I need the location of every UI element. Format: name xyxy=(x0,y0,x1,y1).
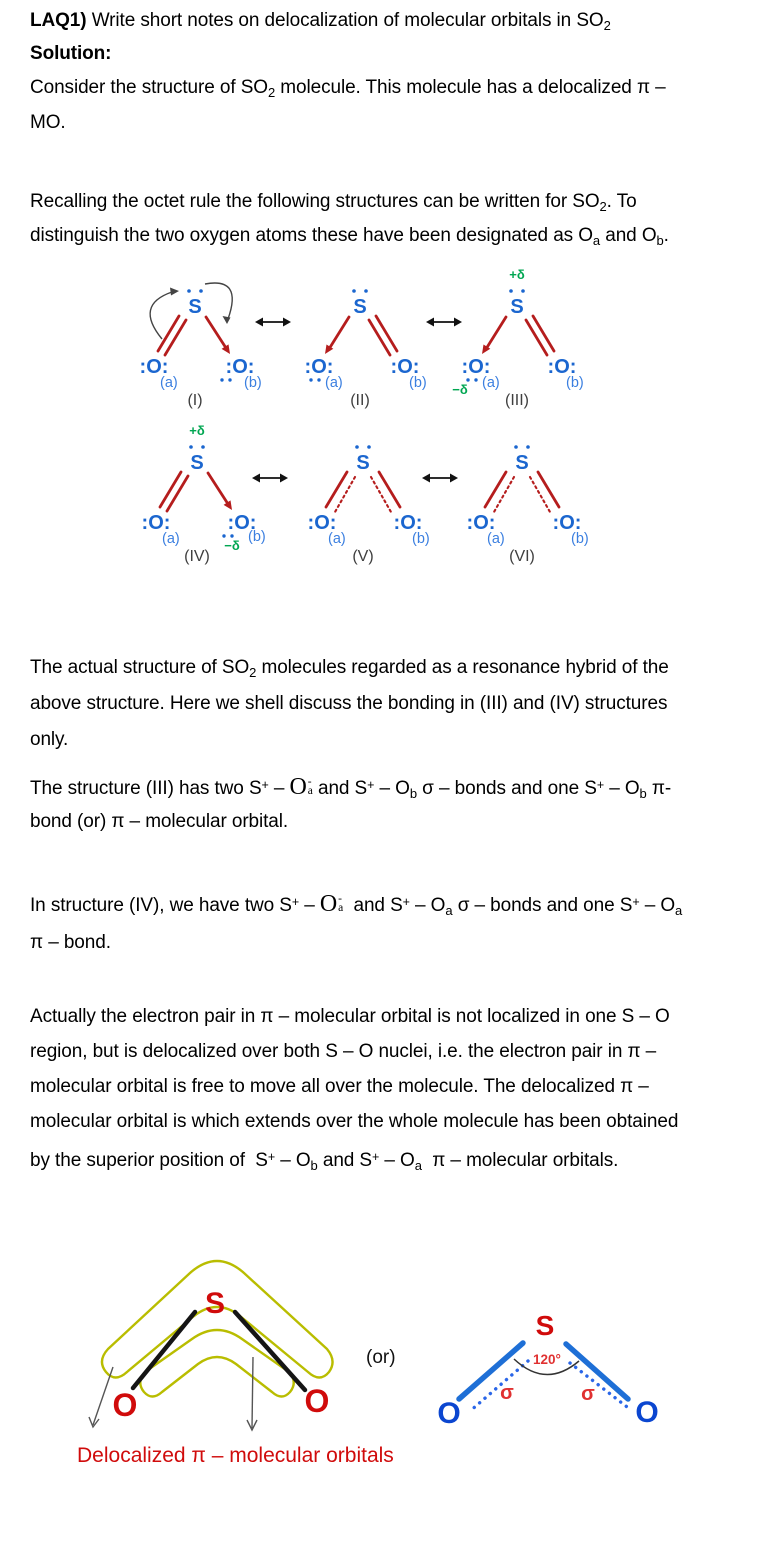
label-b: (b) xyxy=(412,531,430,547)
numeral-VI: (VI) xyxy=(509,548,535,565)
sulfur-lone-pair xyxy=(509,289,525,293)
partial-double-bond xyxy=(530,472,559,512)
sulfur-atom: S xyxy=(535,1310,555,1341)
text-run: molecular orbital is free to move all over the molecule. The delocalized π – xyxy=(30,1076,649,1097)
text-run: and S xyxy=(312,778,368,799)
sulfur-atom: S xyxy=(204,1287,226,1320)
delocalized-pi-orbital-diagram xyxy=(40,1240,420,1475)
sigma-bond xyxy=(235,1312,305,1390)
sulfur-lone-pair xyxy=(355,445,371,449)
question-heading xyxy=(30,6,611,41)
text-run: + xyxy=(596,778,605,792)
text-run: a xyxy=(414,1158,422,1173)
text-run: π – molecular orbitals. xyxy=(421,1150,619,1171)
text-run: – O xyxy=(275,1150,311,1171)
text-run: σ – bonds and one S xyxy=(417,778,597,799)
delocalization-line-3 xyxy=(30,1072,649,1102)
delocalization-line-2 xyxy=(30,1037,656,1067)
partial-double-bond xyxy=(485,472,514,512)
text-run: b xyxy=(639,786,647,801)
or-label: (or) xyxy=(366,1347,396,1368)
structure4-line-1 xyxy=(30,887,682,926)
text-run: distinguish the two oxygen atoms these have been designated as O xyxy=(30,225,593,246)
text-run: b xyxy=(409,786,417,801)
double-bond xyxy=(526,316,554,355)
text-run: region, but is delocalized over both S – O nuclei, i.e. the electron pair in π – xyxy=(30,1041,657,1062)
text-run: + xyxy=(291,895,300,909)
text-run: – O xyxy=(374,778,410,799)
text-run: 2 xyxy=(599,199,607,214)
text-run: In structure (IV), we have two S xyxy=(30,895,292,916)
lewis-structure-VI xyxy=(437,421,607,566)
text-run: – O xyxy=(604,778,640,799)
text-run: . xyxy=(663,225,669,246)
oxygen-b-atom: :O: xyxy=(552,512,582,534)
oxygen-a-atom: :O: xyxy=(304,356,334,378)
sulfur-atom: S xyxy=(353,296,367,318)
label-a: (a) xyxy=(162,531,180,547)
text-run: MO. xyxy=(30,112,66,133)
label-a: (a) xyxy=(482,375,500,391)
arrow-bond xyxy=(208,473,232,510)
structure4-line-2 xyxy=(30,928,111,958)
intro-line-1 xyxy=(30,73,666,108)
sulfur-lone-pair xyxy=(189,445,205,449)
dotted-bond xyxy=(469,1361,528,1412)
delocalized-caption: Delocalized π – molecular orbitals xyxy=(77,1444,394,1467)
text-run: LAQ1) xyxy=(30,10,87,31)
solution-label xyxy=(30,39,111,69)
text-run: – O xyxy=(379,1150,415,1171)
arrow-bond xyxy=(482,317,506,354)
lewis-structure-III xyxy=(432,265,602,410)
label-b: (b) xyxy=(409,375,427,391)
oxygen-b-atom: :O: xyxy=(225,356,255,378)
plus-delta-charge: +δ xyxy=(509,267,525,282)
sigma-label: σ xyxy=(581,1383,595,1405)
text-run: by the superior position of S xyxy=(30,1150,268,1171)
oxygen-a-atom: :O: xyxy=(307,512,337,534)
minus-delta-charge: −δ xyxy=(452,382,468,397)
text-run: Write short notes on delocalization of molecular orbitals in SO xyxy=(86,10,604,31)
text-run: 2 xyxy=(603,18,611,33)
pointer-arrow xyxy=(89,1367,113,1427)
hybrid-line-3 xyxy=(30,725,68,755)
text-run: – O xyxy=(639,895,676,916)
partial-double-bond xyxy=(371,472,400,512)
text-run: only. xyxy=(30,729,69,750)
text-run: molecular orbital is which extends over the whole molecule has been obtained xyxy=(30,1111,679,1132)
lewis-structure-IV xyxy=(112,421,282,566)
dotted-bond xyxy=(570,1363,631,1410)
partial-double-bond xyxy=(326,472,355,512)
text-run: bond (or) π – molecular orbital. xyxy=(30,811,289,832)
text-run: – xyxy=(268,778,290,799)
oxygen-atom: O xyxy=(304,1383,330,1419)
curved-electron-arrow xyxy=(205,283,232,324)
oxygen-atom: O xyxy=(635,1396,659,1429)
text-run: + xyxy=(367,778,375,792)
lewis-structure-II xyxy=(275,265,445,410)
numeral-III: (III) xyxy=(505,392,529,409)
text-run: Actually the electron pair in π – molecular orbital is not localized in one S – O xyxy=(30,1006,670,1027)
oxygen-b-lone-pair xyxy=(220,378,231,381)
double-bond xyxy=(158,316,186,355)
text-run: and S xyxy=(317,1150,373,1171)
delocalization-line-5 xyxy=(30,1142,618,1181)
text-run: Consider the structure of SO xyxy=(30,77,268,98)
arrow-bond xyxy=(325,317,349,354)
text-run: The actual structure of SO xyxy=(30,657,250,678)
resonance-arrow xyxy=(250,470,290,486)
text-run: 2 xyxy=(267,85,276,100)
structure3-line-2 xyxy=(30,807,288,837)
plus-delta-charge: +δ xyxy=(189,423,205,438)
text-run: σ – bonds and one S xyxy=(452,895,633,916)
sulfur-atom: S xyxy=(356,452,370,474)
text-run: b xyxy=(310,1158,318,1173)
double-bond xyxy=(369,316,397,355)
double-bond xyxy=(160,472,188,511)
text-run: + xyxy=(267,1150,276,1164)
label-a: (a) xyxy=(328,531,346,547)
oxygen-b-atom: :O: xyxy=(393,512,423,534)
sulfur-atom: S xyxy=(510,296,524,318)
lewis-structure-I xyxy=(110,265,280,410)
text-run: molecule. This molecule has a delocalized π – xyxy=(275,77,666,98)
oxygen-atom: O xyxy=(437,1397,461,1430)
numeral-V: (V) xyxy=(352,548,374,565)
text-run: b xyxy=(656,233,664,248)
text-run: The structure (III) has two S xyxy=(30,778,262,799)
text-run: and S xyxy=(343,895,403,916)
text-run: above structure. Here we shell discuss the bonding in (III) and (IV) structures xyxy=(30,693,668,714)
sulfur-atom: S xyxy=(188,296,202,318)
oxygen-a-atom: :O: xyxy=(466,512,496,534)
sigma-bond xyxy=(133,1312,195,1388)
delocalization-line-1 xyxy=(30,1002,670,1032)
text-run: – xyxy=(299,895,320,916)
text-run: and O xyxy=(600,225,657,246)
text-run: molecules regarded as a resonance hybrid of the xyxy=(256,657,669,678)
text-run: a xyxy=(675,903,683,918)
label-a: (a) xyxy=(325,375,343,391)
text-run: Solution: xyxy=(30,43,112,64)
octet-line-2 xyxy=(30,221,669,256)
minus-delta-charge: −δ xyxy=(224,538,240,553)
text-run: 2 xyxy=(249,665,257,680)
sulfur-lone-pair xyxy=(514,445,530,449)
text-run: a xyxy=(592,233,601,248)
oxygen-a-atom: :O: xyxy=(461,356,491,378)
resonance-arrow xyxy=(253,314,293,330)
label-a: (a) xyxy=(160,375,178,391)
text-run: + xyxy=(261,778,269,792)
pointer-arrow xyxy=(247,1357,257,1430)
text-run: a xyxy=(445,903,453,918)
label-b: (b) xyxy=(244,375,262,391)
label-a: (a) xyxy=(487,531,505,547)
sigma-label: σ xyxy=(500,1382,514,1404)
label-b: (b) xyxy=(571,531,589,547)
label-b: (b) xyxy=(248,529,266,545)
sigma-framework-diagram xyxy=(425,1282,775,1472)
numeral-IV: (IV) xyxy=(184,548,210,565)
delocalization-line-4 xyxy=(30,1107,678,1137)
structure3-line-1 xyxy=(30,770,671,809)
sulfur-lone-pair xyxy=(187,289,203,293)
text-run: π – bond. xyxy=(30,932,111,953)
numeral-I: (I) xyxy=(187,392,203,409)
oxygen-b-atom: :O: xyxy=(390,356,420,378)
oxygen-b-atom: :O: xyxy=(547,356,577,378)
text-run: + xyxy=(632,895,640,909)
oxygen-b-atom: :O: xyxy=(227,512,257,534)
resonance-arrow xyxy=(424,314,464,330)
text-run: + xyxy=(402,895,410,909)
oxygen-a-lone-pair xyxy=(309,378,320,381)
hybrid-line-1 xyxy=(30,653,669,688)
oxygen-atom: O xyxy=(112,1387,138,1423)
label-b: (b) xyxy=(566,375,584,391)
sulfur-atom: S xyxy=(515,452,529,474)
text-run: π- xyxy=(646,778,672,799)
text-run: + xyxy=(372,1150,380,1164)
resonance-arrow xyxy=(420,470,460,486)
oxygen-a-atom: :O: xyxy=(139,356,169,378)
octet-line-1 xyxy=(30,187,637,222)
oxygen-a-lone-pair xyxy=(466,378,477,381)
bond-angle-value: 120° xyxy=(533,1352,561,1367)
text-run: Recalling the octet rule the following structures can be written for SO xyxy=(30,191,600,212)
text-run: – O xyxy=(409,895,446,916)
intro-line-2 xyxy=(30,108,66,138)
lewis-structure-V xyxy=(278,421,448,566)
sulfur-atom: S xyxy=(190,452,204,474)
sigma-bond xyxy=(566,1344,628,1399)
curved-electron-arrow xyxy=(150,288,179,340)
hybrid-line-2 xyxy=(30,689,667,719)
numeral-II: (II) xyxy=(350,392,370,409)
sulfur-lone-pair xyxy=(352,289,368,293)
oxygen-a-atom: :O: xyxy=(141,512,171,534)
text-run: O - a xyxy=(289,774,313,800)
text-run: . To xyxy=(606,191,637,212)
text-run: O - a xyxy=(319,891,344,917)
